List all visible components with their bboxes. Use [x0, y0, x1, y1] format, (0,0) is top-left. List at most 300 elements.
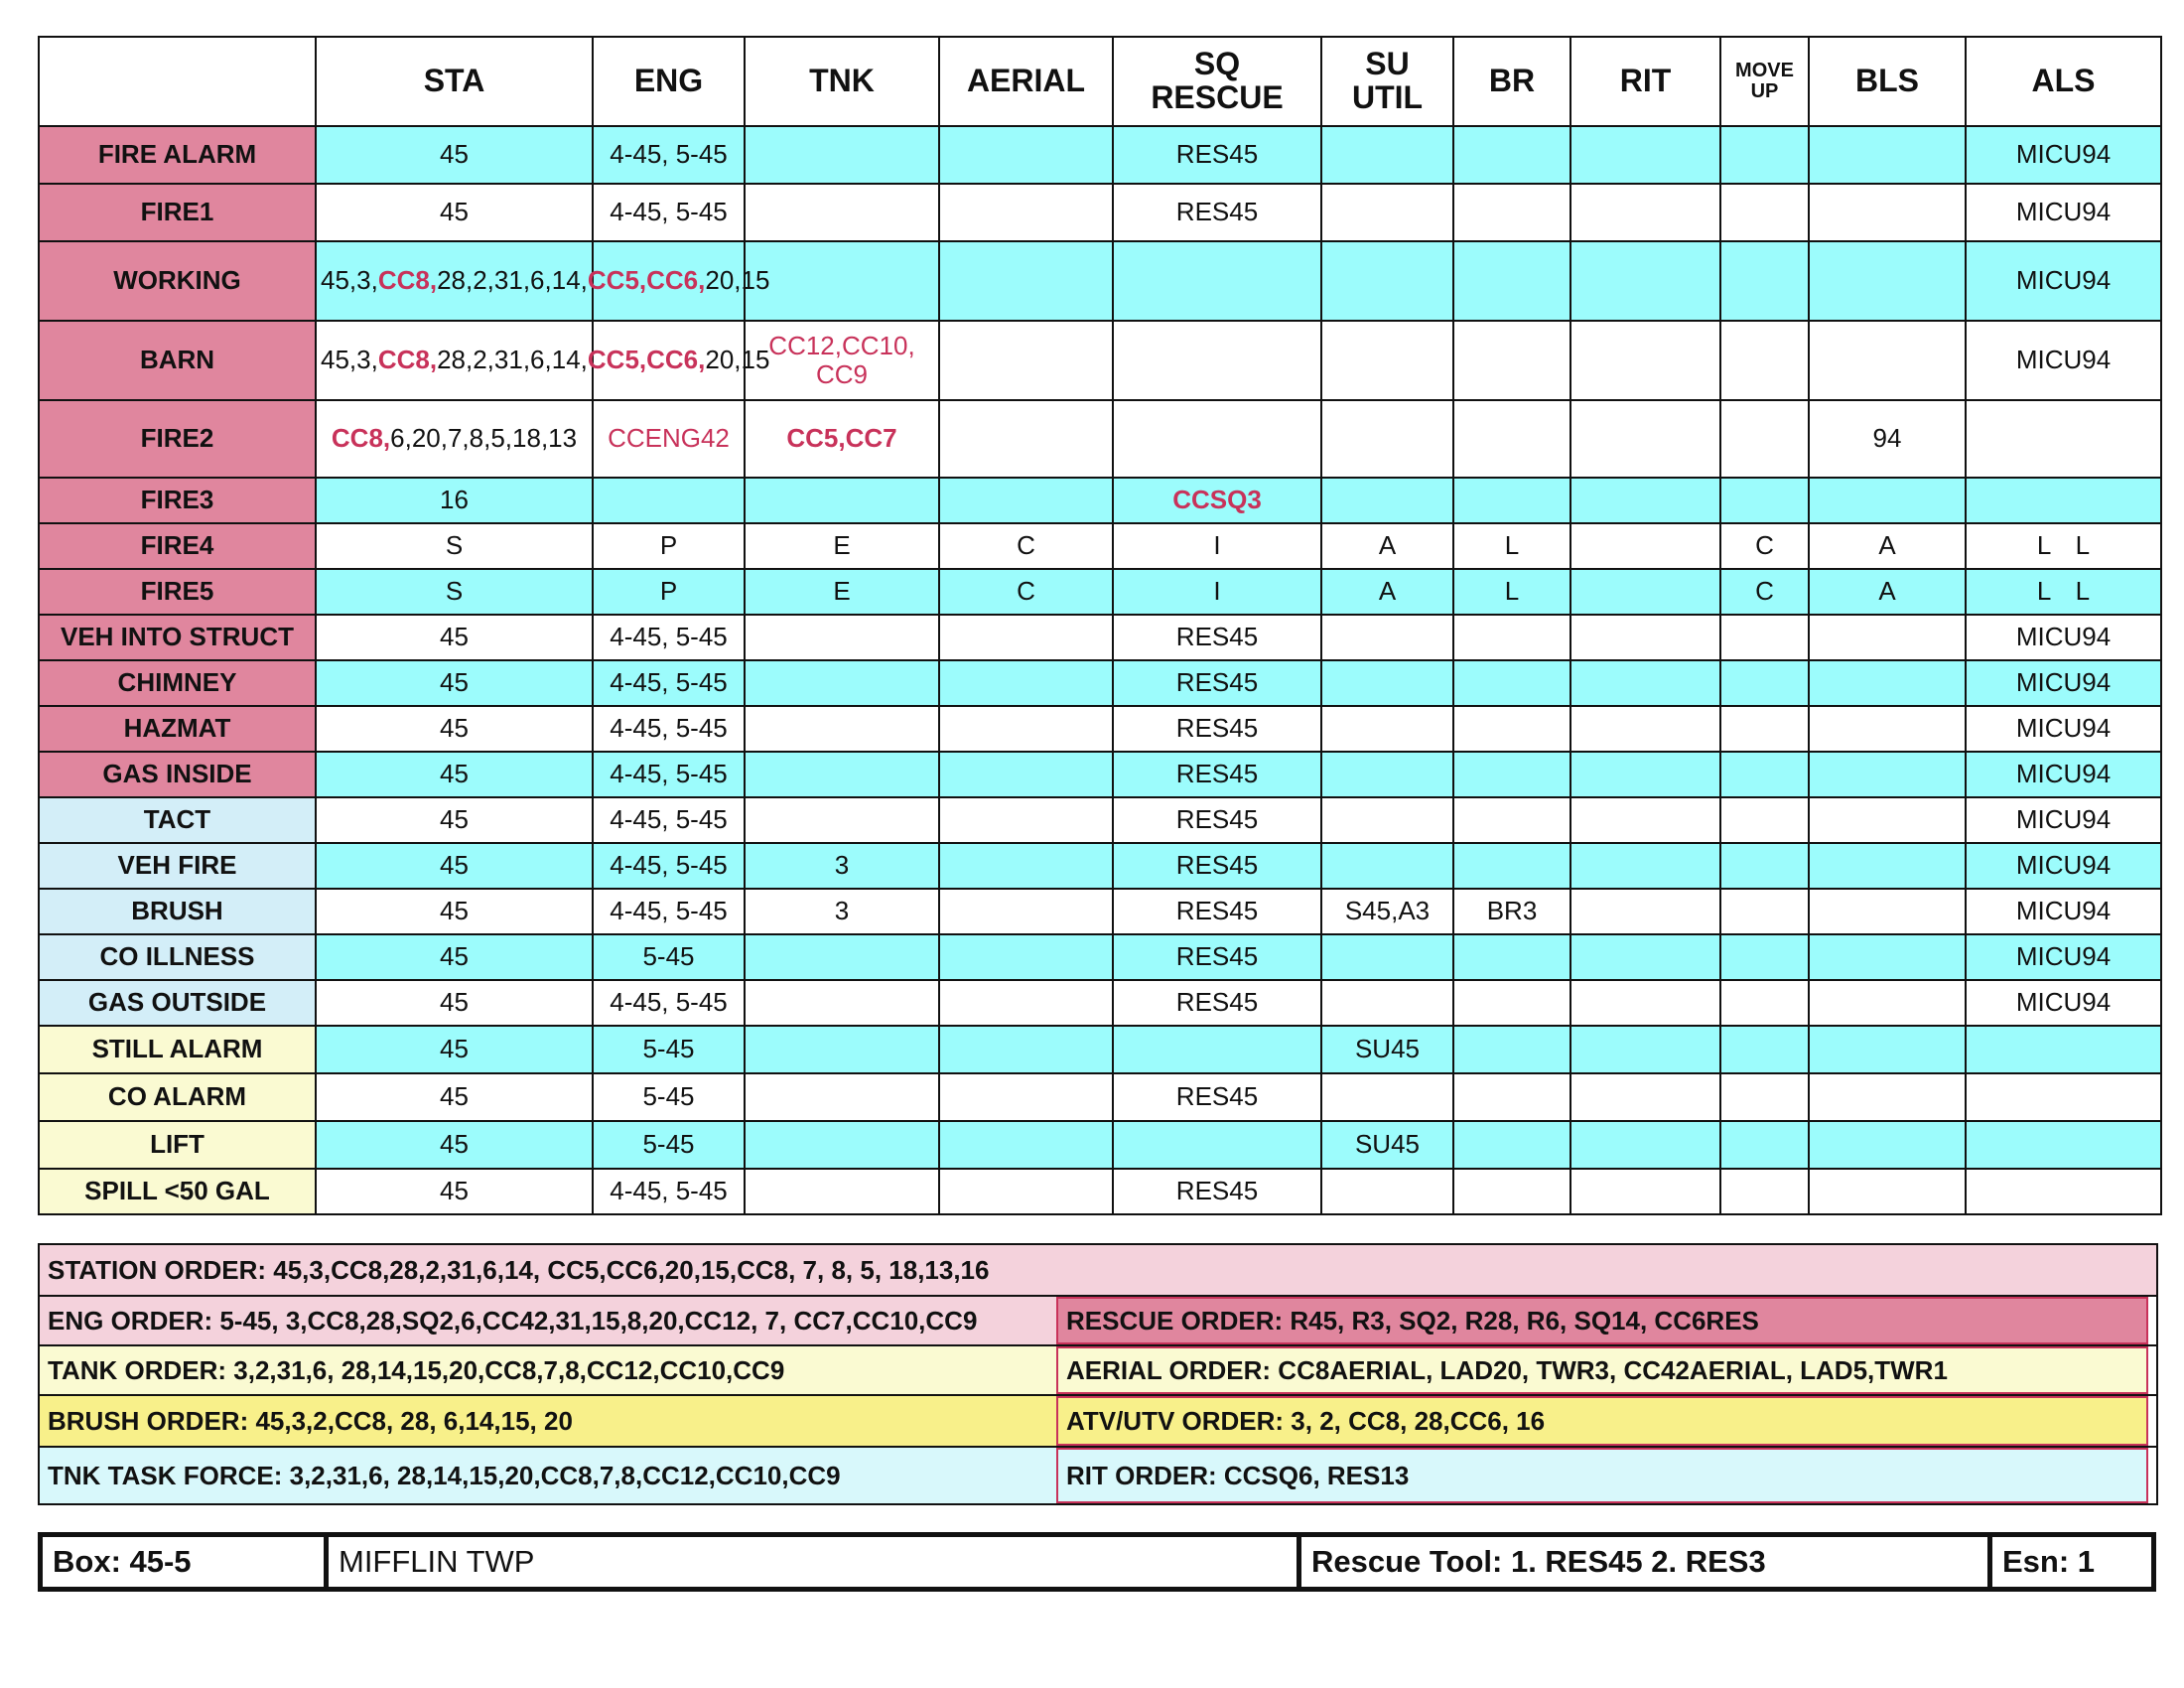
cell-bls: [1809, 1026, 1966, 1073]
cell-su-util: [1321, 752, 1453, 797]
sta-part: 6,20,7,8,5,18,: [390, 423, 549, 454]
row-label: TACT: [39, 797, 316, 843]
cell-als: L L: [1966, 523, 2161, 569]
cell-aerial: [939, 126, 1113, 184]
cell-tnk: [745, 980, 939, 1026]
table-row: [39, 523, 2161, 569]
cell-move-up: [1720, 660, 1809, 706]
sta-part: 20,15: [705, 345, 770, 375]
cell-sq-rescue: RES45: [1113, 615, 1321, 660]
cell-aerial: [939, 615, 1113, 660]
cell-aerial: [939, 889, 1113, 934]
cell-br: [1453, 400, 1570, 478]
cell-bls: [1809, 1121, 1966, 1169]
cell-bls: [1809, 478, 1966, 523]
row-label: STILL ALARM: [39, 1026, 316, 1073]
cell-tnk: [745, 615, 939, 660]
cell-sta: 45: [316, 889, 593, 934]
cell-als: MICU94: [1966, 843, 2161, 889]
row-label: FIRE1: [39, 184, 316, 241]
eng-order: ENG ORDER: 5-45, 3,CC8,28,SQ2,6,CC42,31,15,8,20,CC12, 7, CC7,CC10,CC9: [40, 1297, 1056, 1344]
cell-sq-rescue: I: [1113, 523, 1321, 569]
cell-aerial: [939, 1026, 1113, 1073]
cell-bls: [1809, 660, 1966, 706]
cell-sq-rescue: [1113, 241, 1321, 321]
cell-sq-rescue: RES45: [1113, 797, 1321, 843]
cell-tnk: [745, 241, 939, 321]
row-label: FIRE3: [39, 478, 316, 523]
cell-eng: 4-45, 5-45: [593, 797, 745, 843]
cell-move-up: [1720, 1169, 1809, 1214]
cell-br: [1453, 241, 1570, 321]
header-eng: ENG: [593, 37, 745, 126]
cell-als: MICU94: [1966, 241, 2161, 321]
cell-rit: [1570, 980, 1720, 1026]
cell-su-util: [1321, 321, 1453, 400]
cell-br: [1453, 706, 1570, 752]
cell-tnk: CC5,CC7: [745, 400, 939, 478]
cell-bls: [1809, 843, 1966, 889]
cell-rit: [1570, 1026, 1720, 1073]
cell-move-up: [1720, 752, 1809, 797]
cell-tnk: 3: [745, 889, 939, 934]
cell-br: [1453, 752, 1570, 797]
sta-part: 28,2,31,6,: [437, 345, 552, 375]
cell-sq-rescue: RES45: [1113, 126, 1321, 184]
cell-als: [1966, 1169, 2161, 1214]
cell-tnk: [745, 706, 939, 752]
cell-tnk: [745, 126, 939, 184]
cell-sta: 45: [316, 1121, 593, 1169]
cell-sta: 45: [316, 1169, 593, 1214]
cell-eng: 4-45, 5-45: [593, 706, 745, 752]
box-alarm-table: [38, 36, 2162, 1215]
cell-sq-rescue: I: [1113, 569, 1321, 615]
cell-su-util: [1321, 184, 1453, 241]
cell-br: [1453, 843, 1570, 889]
cell-als: MICU94: [1966, 934, 2161, 980]
cell-aerial: C: [939, 569, 1113, 615]
cell-aerial: [939, 321, 1113, 400]
row-label: GAS INSIDE: [39, 752, 316, 797]
cell-su-util: S45,A3: [1321, 889, 1453, 934]
cell-sta: 45: [316, 615, 593, 660]
cell-bls: [1809, 706, 1966, 752]
cell-bls: [1809, 184, 1966, 241]
row-label: BRUSH: [39, 889, 316, 934]
sta-part: CC8,: [331, 423, 391, 454]
row-label: SPILL <50 GAL: [39, 1169, 316, 1214]
cell-move-up: [1720, 615, 1809, 660]
table-row: [39, 706, 2161, 752]
cell-sq-rescue: CCSQ3: [1113, 478, 1321, 523]
cell-move-up: [1720, 1073, 1809, 1121]
cell-sq-rescue: [1113, 1121, 1321, 1169]
header-bls: BLS: [1809, 37, 1966, 126]
cell-rit: [1570, 1169, 1720, 1214]
tank-order: TANK ORDER: 3,2,31,6, 28,14,15,20,CC8,7,8,CC12,CC10,CC9: [40, 1346, 1056, 1394]
table-row: [39, 478, 2161, 523]
cell-su-util: [1321, 1169, 1453, 1214]
row-label: HAZMAT: [39, 706, 316, 752]
footer-bar: [38, 1532, 2156, 1592]
cell-br: [1453, 980, 1570, 1026]
cell-sq-rescue: [1113, 400, 1321, 478]
cell-su-util: [1321, 241, 1453, 321]
cell-bls: A: [1809, 523, 1966, 569]
cell-eng: 4-45, 5-45: [593, 889, 745, 934]
cell-eng: CCENG42: [593, 400, 745, 478]
cell-sq-rescue: RES45: [1113, 1169, 1321, 1214]
cell-move-up: [1720, 400, 1809, 478]
sta-part: 45,3,: [321, 345, 378, 375]
cell-sq-rescue: RES45: [1113, 934, 1321, 980]
table-row: [39, 980, 2161, 1026]
cell-sta: 45: [316, 1026, 593, 1073]
sta-part: CC8,: [377, 265, 438, 296]
cell-su-util: [1321, 615, 1453, 660]
tnk-task-force: TNK TASK FORCE: 3,2,31,6, 28,14,15,20,CC8,7,8,CC12,CC10,CC9: [40, 1448, 1056, 1503]
cell-sq-rescue: RES45: [1113, 843, 1321, 889]
header-su-util: SU UTIL: [1321, 37, 1453, 126]
cell-aerial: [939, 478, 1113, 523]
cell-move-up: [1720, 706, 1809, 752]
table-row: [39, 1073, 2161, 1121]
table-row: [39, 184, 2161, 241]
cell-move-up: [1720, 184, 1809, 241]
cell-aerial: [939, 752, 1113, 797]
area-name: MIFFLIN TWP: [329, 1537, 1301, 1587]
cell-eng: 5-45: [593, 1026, 745, 1073]
cell-rit: [1570, 706, 1720, 752]
cell-sq-rescue: RES45: [1113, 184, 1321, 241]
sta-part: 14,: [551, 345, 588, 375]
sta-part: 20,15: [705, 265, 770, 296]
cell-als: [1966, 478, 2161, 523]
table-row: [39, 660, 2161, 706]
cell-bls: [1809, 752, 1966, 797]
cell-aerial: [939, 797, 1113, 843]
cell-bls: [1809, 1169, 1966, 1214]
cell-aerial: [939, 706, 1113, 752]
cell-als: MICU94: [1966, 980, 2161, 1026]
row-label: WORKING: [39, 241, 316, 321]
cell-bls: 94: [1809, 400, 1966, 478]
cell-aerial: [939, 184, 1113, 241]
cell-als: MICU94: [1966, 889, 2161, 934]
table-row: [39, 1121, 2161, 1169]
header-tnk: TNK: [745, 37, 939, 126]
table-row: [39, 241, 2161, 321]
cell-move-up: [1720, 1026, 1809, 1073]
table-row: [39, 843, 2161, 889]
row-label: FIRE4: [39, 523, 316, 569]
cell-eng: 5-45: [593, 934, 745, 980]
cell-als: MICU94: [1966, 706, 2161, 752]
cell-sta: [316, 241, 770, 321]
cell-sta: S: [316, 523, 593, 569]
table-row: [39, 321, 2161, 400]
cell-eng: 5-45: [593, 1121, 745, 1169]
cell-sta: 45: [316, 184, 593, 241]
row-label: VEH FIRE: [39, 843, 316, 889]
cell-move-up: C: [1720, 569, 1809, 615]
rescue-order: RESCUE ORDER: R45, R3, SQ2, R28, R6, SQ14, CC6RES: [1056, 1297, 2148, 1344]
cell-tnk: [745, 1169, 939, 1214]
cell-eng: 4-45, 5-45: [593, 615, 745, 660]
cell-bls: [1809, 126, 1966, 184]
cell-bls: [1809, 980, 1966, 1026]
cell-move-up: [1720, 478, 1809, 523]
sta-part: 14,: [551, 265, 588, 296]
cell-rit: [1570, 1073, 1720, 1121]
cell-move-up: C: [1720, 523, 1809, 569]
cell-sta: 16: [316, 478, 593, 523]
cell-als: MICU94: [1966, 321, 2161, 400]
cell-sta: S: [316, 569, 593, 615]
cell-tnk: 3: [745, 843, 939, 889]
cell-tnk: [745, 184, 939, 241]
cell-br: [1453, 615, 1570, 660]
cell-bls: [1809, 797, 1966, 843]
cell-bls: [1809, 889, 1966, 934]
table-row: [39, 889, 2161, 934]
cell-su-util: [1321, 400, 1453, 478]
cell-br: [1453, 126, 1570, 184]
cell-move-up: [1720, 797, 1809, 843]
sta-part: CC8,: [377, 345, 438, 375]
cell-bls: [1809, 241, 1966, 321]
cell-eng: 4-45, 5-45: [593, 660, 745, 706]
cell-tnk: [745, 478, 939, 523]
cell-move-up: [1720, 889, 1809, 934]
cell-sta: 45: [316, 660, 593, 706]
header-aerial: AERIAL: [939, 37, 1113, 126]
cell-eng: 4-45, 5-45: [593, 1169, 745, 1214]
cell-tnk: [745, 752, 939, 797]
cell-su-util: [1321, 706, 1453, 752]
cell-br: [1453, 1073, 1570, 1121]
cell-su-util: SU45: [1321, 1121, 1453, 1169]
cell-br: [1453, 1121, 1570, 1169]
cell-aerial: [939, 660, 1113, 706]
cell-br: [1453, 478, 1570, 523]
brush-order: BRUSH ORDER: 45,3,2,CC8, 28, 6,14,15, 20: [40, 1396, 1056, 1446]
cell-bls: [1809, 1073, 1966, 1121]
cell-als: MICU94: [1966, 660, 2161, 706]
cell-rit: [1570, 400, 1720, 478]
cell-tnk: [745, 1073, 939, 1121]
cell-br: [1453, 797, 1570, 843]
cell-aerial: C: [939, 523, 1113, 569]
cell-als: [1966, 1073, 2161, 1121]
cell-rit: [1570, 569, 1720, 615]
header-corner: [39, 37, 316, 126]
row-label: GAS OUTSIDE: [39, 980, 316, 1026]
cell-rit: [1570, 615, 1720, 660]
cell-br: [1453, 1026, 1570, 1073]
cell-aerial: [939, 1121, 1113, 1169]
cell-br: [1453, 321, 1570, 400]
cell-aerial: [939, 934, 1113, 980]
cell-br: L: [1453, 569, 1570, 615]
cell-rit: [1570, 126, 1720, 184]
cell-move-up: [1720, 1121, 1809, 1169]
row-label: FIRE ALARM: [39, 126, 316, 184]
rit-order: RIT ORDER: CCSQ6, RES13: [1056, 1448, 2148, 1503]
cell-br: BR3: [1453, 889, 1570, 934]
cell-aerial: [939, 241, 1113, 321]
cell-rit: [1570, 523, 1720, 569]
row-label: BARN: [39, 321, 316, 400]
cell-eng: 4-45, 5-45: [593, 752, 745, 797]
cell-aerial: [939, 1073, 1113, 1121]
cell-sta: 45: [316, 752, 593, 797]
row-label: CO ALARM: [39, 1073, 316, 1121]
station-order: STATION ORDER: 45,3,CC8,28,2,31,6,14, CC5,CC6,20,15,CC8, 7, 8, 5, 18,13,16: [40, 1245, 2156, 1295]
cell-sta: 45: [316, 1073, 593, 1121]
cell-eng: 4-45, 5-45: [593, 184, 745, 241]
cell-su-util: [1321, 478, 1453, 523]
header-move-up: MOVE UP: [1720, 37, 1809, 126]
cell-su-util: A: [1321, 523, 1453, 569]
cell-rit: [1570, 797, 1720, 843]
cell-tnk: [745, 1026, 939, 1073]
cell-move-up: [1720, 934, 1809, 980]
atv-utv-order: ATV/UTV ORDER: 3, 2, CC8, 28,CC6, 16: [1056, 1396, 2148, 1446]
row-label: FIRE2: [39, 400, 316, 478]
cell-sta: 45: [316, 706, 593, 752]
cell-tnk: E: [745, 523, 939, 569]
cell-tnk: [745, 797, 939, 843]
cell-su-util: [1321, 843, 1453, 889]
header-sq-rescue: SQ RESCUE: [1113, 37, 1321, 126]
header-als: ALS: [1966, 37, 2161, 126]
cell-eng: 4-45, 5-45: [593, 980, 745, 1026]
cell-sta: [316, 400, 593, 478]
sta-part: 28,2,31,6,: [437, 265, 552, 296]
cell-rit: [1570, 321, 1720, 400]
sta-part: CC5,CC6,: [587, 265, 706, 296]
cell-rit: [1570, 843, 1720, 889]
cell-su-util: SU45: [1321, 1026, 1453, 1073]
cell-bls: [1809, 615, 1966, 660]
cell-eng: 4-45, 5-45: [593, 126, 745, 184]
header-br: BR: [1453, 37, 1570, 126]
row-label: CO ILLNESS: [39, 934, 316, 980]
cell-eng: 4-45, 5-45: [593, 843, 745, 889]
cell-tnk: [745, 660, 939, 706]
cell-eng: 5-45: [593, 1073, 745, 1121]
cell-bls: [1809, 321, 1966, 400]
cell-move-up: [1720, 241, 1809, 321]
row-label: VEH INTO STRUCT: [39, 615, 316, 660]
table-row: [39, 126, 2161, 184]
cell-move-up: [1720, 843, 1809, 889]
cell-rit: [1570, 241, 1720, 321]
cell-br: L: [1453, 523, 1570, 569]
cell-tnk: E: [745, 569, 939, 615]
cell-move-up: [1720, 126, 1809, 184]
cell-sta: 45: [316, 980, 593, 1026]
cell-su-util: [1321, 660, 1453, 706]
cell-tnk: [745, 1121, 939, 1169]
cell-su-util: [1321, 980, 1453, 1026]
cell-move-up: [1720, 980, 1809, 1026]
cell-su-util: [1321, 1073, 1453, 1121]
cell-sta: 45: [316, 843, 593, 889]
cell-als: MICU94: [1966, 752, 2161, 797]
cell-sq-rescue: RES45: [1113, 706, 1321, 752]
cell-aerial: [939, 843, 1113, 889]
cell-move-up: [1720, 321, 1809, 400]
cell-rit: [1570, 660, 1720, 706]
cell-su-util: [1321, 934, 1453, 980]
cell-sta: 45: [316, 797, 593, 843]
cell-als: MICU94: [1966, 615, 2161, 660]
cell-tnk: CC12,CC10, CC9: [745, 321, 939, 400]
cell-rit: [1570, 478, 1720, 523]
aerial-order: AERIAL ORDER: CC8AERIAL, LAD20, TWR3, CC42AERIAL, LAD5,TWR1: [1056, 1346, 2148, 1394]
cell-tnk: [745, 934, 939, 980]
cell-als: [1966, 1121, 2161, 1169]
cell-rit: [1570, 934, 1720, 980]
cell-su-util: [1321, 126, 1453, 184]
rescue-tool: Rescue Tool: 1. RES45 2. RES3: [1301, 1537, 1992, 1587]
cell-sq-rescue: RES45: [1113, 752, 1321, 797]
cell-als: MICU94: [1966, 126, 2161, 184]
row-label: LIFT: [39, 1121, 316, 1169]
cell-rit: [1570, 184, 1720, 241]
cell-su-util: A: [1321, 569, 1453, 615]
cell-eng: P: [593, 569, 745, 615]
cell-als: [1966, 1026, 2161, 1073]
cell-sta: 45: [316, 126, 593, 184]
header-row: [39, 37, 2161, 126]
cell-aerial: [939, 1169, 1113, 1214]
row-label: FIRE5: [39, 569, 316, 615]
esn-number: Esn: 1: [2002, 1544, 2096, 1579]
cell-br: [1453, 1169, 1570, 1214]
cell-rit: [1570, 1121, 1720, 1169]
table-row: [39, 1169, 2161, 1214]
cell-bls: [1809, 934, 1966, 980]
cell-sq-rescue: RES45: [1113, 889, 1321, 934]
cell-sq-rescue: RES45: [1113, 980, 1321, 1026]
cell-eng: P: [593, 523, 745, 569]
cell-aerial: [939, 980, 1113, 1026]
cell-sta: [316, 321, 770, 400]
header-rit: RIT: [1570, 37, 1720, 126]
table-row: [39, 1026, 2161, 1073]
cell-su-util: [1321, 797, 1453, 843]
table-row: [39, 797, 2161, 843]
table-row: [39, 934, 2161, 980]
cell-eng: [593, 478, 745, 523]
cell-sq-rescue: [1113, 1026, 1321, 1073]
sta-part: CC5,CC6,: [587, 345, 706, 375]
cell-rit: [1570, 752, 1720, 797]
sta-part: 13: [548, 423, 578, 454]
cell-als: MICU94: [1966, 797, 2161, 843]
cell-aerial: [939, 400, 1113, 478]
table-row: [39, 615, 2161, 660]
cell-als: [1966, 400, 2161, 478]
cell-rit: [1570, 889, 1720, 934]
cell-sta: 45: [316, 934, 593, 980]
cell-sq-rescue: [1113, 321, 1321, 400]
row-label: CHIMNEY: [39, 660, 316, 706]
